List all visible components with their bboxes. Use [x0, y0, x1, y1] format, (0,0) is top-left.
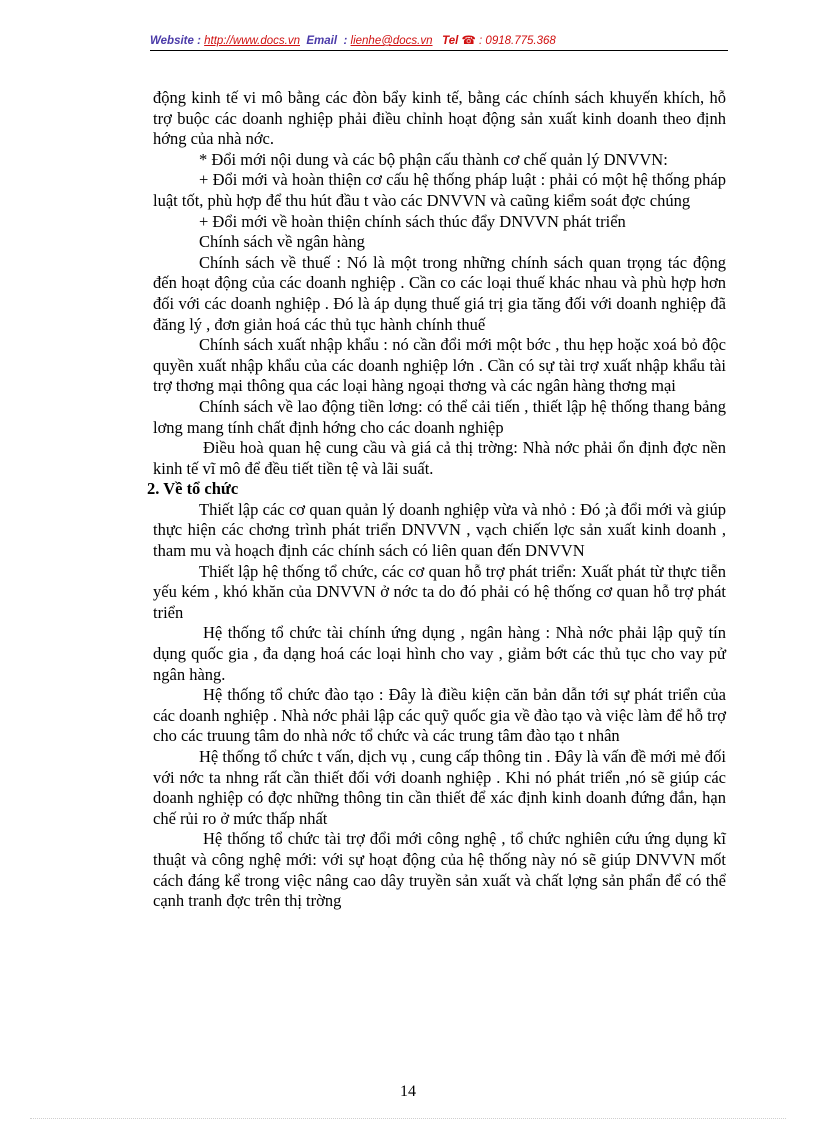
paragraph: động kinh tế vi mô bằng các đòn bẩy kinh tế, bằng các chính sách khuyến khích, hỗ trợ buộc các doanh nghiệp phải điều chỉnh hoạt động sản xuất kinh doanh theo định hớng của nhà nớc.: [153, 88, 726, 149]
document-body: [147, 88, 726, 912]
footer-divider: [30, 1118, 786, 1119]
paragraph: Thiết lập các cơ quan quản lý doanh nghiệp vừa và nhỏ : Đó ;à đổi mới và giúp thực hiện các chơng trình phát triển DNVVN , vạch chiến lợc sản xuất kinh doanh , tham mu và hoạch định các chính sách có liên quan đến DNVVN: [153, 499, 726, 561]
section-heading: 2. Về tổ chức: [147, 479, 239, 499]
tel-label: Tel: [442, 35, 459, 47]
website-link[interactable]: http://www.docs.vn: [204, 35, 300, 47]
paragraph: Chính sách xuất nhập khẩu : nó cần đổi mới một bớc , thu hẹp hoặc xoá bỏ độc quyền xuất nhập khẩu của các doanh nghiệp lớn . Cần có sự tài trợ xuất nhập khẩu tài trợ thơng mại thông qua các loại hàng ngoại thơng và các ngân hàng thơng mại: [153, 335, 726, 396]
header-divider: [150, 50, 728, 51]
page-header: [150, 33, 670, 47]
phone-icon: ☎: [461, 35, 476, 47]
paragraph: Hệ thống tổ chức tài trợ đổi mới công nghệ , tổ chức nghiên cứu ứng dụng kĩ thuật và công nghệ mới: với sự hoạt động của hệ thống này nó sẽ giúp DNVVN mốt cách đáng kể trong việc nâng cao dây truyền sản xuất và chất lợng sản phẩn để có thể cạnh tranh đợc trên thị trờng: [153, 829, 726, 911]
paragraph: Chính sách về thuế : Nó là một trong những chính sách quan trọng tác động đến hoạt động của các doanh nghiệp . Cần co các loại thuế khác nhau và phù hợp hơn đối với các doanh nghiệp . Đó là áp dụng thuế giá trị gia tăng đối với doanh nghiệp đã đăng lý , đơn giản hoá các thủ tục hành chính thuế: [153, 252, 726, 334]
email-separator: :: [343, 35, 348, 47]
paragraph: Điều hoà quan hệ cung cầu và giá cả thị trờng: Nhà nớc phải ổn định đợc nền kinh tế vĩ mô để đều tiết tiền tệ và lãi suất.: [153, 438, 726, 478]
paragraph: Hệ thống tổ chức tài chính ứng dụng , ngân hàng : Nhà nớc phải lập quỹ tín dụng quốc gia , đa dạng hoá các loại hình cho vay , giảm bớt các thủ tục cho vay pử ngân hàng.: [153, 623, 726, 684]
paragraph: Chính sách về ngân hàng: [199, 232, 365, 252]
website-label: Website :: [150, 35, 201, 47]
paragraph: + Đổi mới về hoàn thiện chính sách thúc đẩy DNVVN phát triển: [199, 211, 626, 231]
paragraph: + Đổi mới và hoàn thiện cơ cấu hệ thống pháp luật : phải có một hệ thống pháp luật tốt, phù hợp để thu hút đầu t vào các DNVVN và caũng kiểm soát đợc chúng: [153, 170, 726, 210]
phone-number: : 0918.775.368: [479, 35, 556, 47]
paragraph: Thiết lập hệ thống tổ chức, các cơ quan hỗ trợ phát triển: Xuất phát từ thực tiễn yếu kém , khó khăn của DNVVN ở nớc ta do đó phải có hệ thống cơ quan hỗ trợ phát triển: [153, 561, 726, 622]
paragraph: Hệ thống tổ chức t vấn, dịch vụ , cung cấp thông tin . Đây là vấn đề mới mẻ đối với nớc ta nhng rất cần thiết đối với doanh nghiệp . Khi nó phát triển ,nó sẽ giúp các doanh nghiệp có đợc những thông tin cần thiết để xác định kinh doanh đứng đắn, hạn chế rủi ro ở mức thấp nhất: [153, 747, 726, 828]
paragraph: * Đổi mới nội dung và các bộ phận cấu thành cơ chế quản lý DNVVN:: [199, 149, 668, 169]
paragraph: Chính sách về lao động tiền lơng: có thể cải tiến , thiết lập hệ thống thang bảng lơng mang tính chất định hớng cho các doanh nghiệp: [153, 396, 726, 437]
page-number: 14: [400, 1083, 416, 1100]
email-link[interactable]: lienhe@docs.vn: [350, 35, 433, 47]
email-label: Email: [306, 35, 338, 47]
paragraph: Hệ thống tổ chức đào tạo : Đây là điều kiện căn bản dẫn tới sự phát triển của các doanh nghiệp . Nhà nớc phải lập các quỹ quốc gia về đào tạo và việc làm để hỗ trợ cho các truung tâm do nhà nớc tổ chức và các trung tâm đào tạo t nhân: [153, 685, 726, 746]
